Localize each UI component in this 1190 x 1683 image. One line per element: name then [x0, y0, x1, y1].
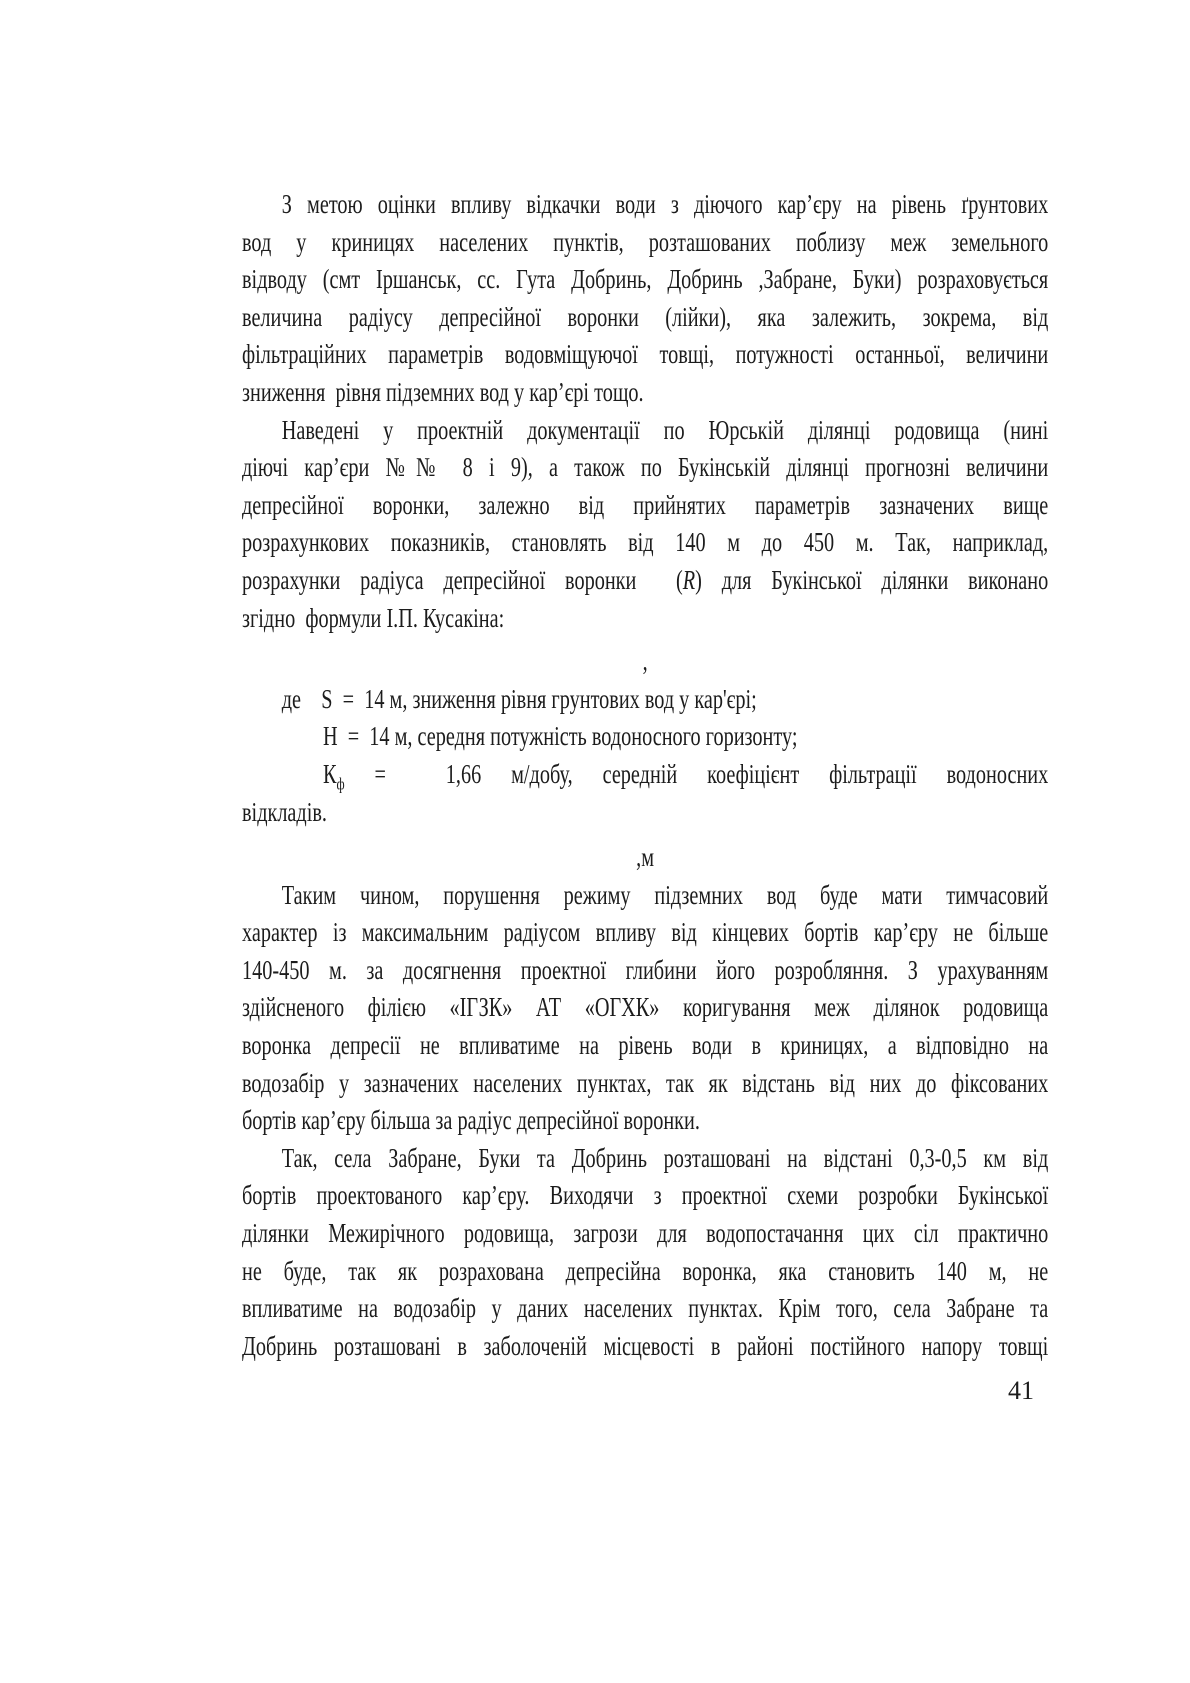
text-line: Так, села Забране, Буки та Добринь розташовані на відстані 0,3-0,5 км від	[281, 1142, 1049, 1173]
text-line: Таким чином, порушення режиму підземних вод буде мати тимчасовий	[281, 879, 1049, 910]
body-text	[242, 186, 1048, 1365]
text-line: ділянки Межирічного родовища, загрози для водопостачання цих сіл практично	[242, 1218, 1049, 1249]
text-line: зниження рівня підземних вод у кар’єрі тощо.	[242, 376, 644, 407]
text-line: впливатиме на водозабір у даних населених пунктах. Крім того, села Забране та	[242, 1293, 1049, 1324]
text-segment: = 1,66 м/добу, середній коефіцієнт фільтрації водоносних	[344, 758, 1049, 789]
formula-placeholder-m: ,м	[636, 842, 655, 873]
text-line: бортів проектованого кар’єру. Виходячи з проектної схеми розробки Букінської	[242, 1180, 1049, 1211]
definition-H: Н = 14 м, середня потужність водоносного горизонту;	[323, 721, 798, 752]
text-line-radius-formula-ref	[242, 562, 1048, 600]
text-line: вод у криницях населених пунктів, розташованих поблизу меж земельного	[242, 226, 1049, 257]
text-line: Добринь розташовані в заболоченій місцевості в районі постійного напору товщі	[242, 1330, 1049, 1361]
definition-Kf	[242, 756, 1048, 794]
definition-S: де S = 14 м, зниження рівня грунтових вод у кар'єрі;	[281, 683, 757, 714]
text-line: воронка депресії не впливатиме на рівень води в криницях, а відповідно на	[242, 1030, 1049, 1061]
formula-definitions	[242, 681, 1048, 831]
definition-continuation: відкладів.	[242, 796, 327, 827]
text-line: розрахункових показників, становлять від 140 м до 450 м. Так, наприклад,	[242, 527, 1049, 558]
formula-placeholder-comma: ,	[642, 646, 648, 677]
symbol-K: К	[323, 758, 337, 789]
text-segment: розрахунки радіуса депресійної воронки (	[242, 564, 683, 595]
text-line: здійсненого філією «ІГЗК» АТ «ОГХК» коригування меж ділянок родовища	[242, 992, 1049, 1023]
text-line: величина радіусу депресійної воронки (лійки), яка залежить, зокрема, від	[242, 301, 1049, 332]
text-line: депресійної воронки, залежно від прийнятих параметрів зазначених вище	[242, 489, 1049, 520]
text-line: Наведені у проектній документації по Юрській ділянці родовища (нині	[281, 414, 1049, 445]
text-line: не буде, так як розрахована депресійна воронка, яка становить 140 м, не	[242, 1255, 1049, 1286]
text-line: бортів кар’єру більша за радіус депресійної воронки.	[242, 1105, 700, 1136]
paragraph-project-docs	[242, 412, 1048, 638]
subscript-f: ф	[336, 774, 345, 794]
page-number: 41	[1008, 1376, 1034, 1405]
text-line: 140-450 м. за досягнення проектної глибини його розробляння. З урахуванням	[242, 954, 1049, 985]
text-line: фільтраційних параметрів водовміщуючої товщі, потужності останньої, величини	[242, 339, 1049, 370]
text-line: характер із максимальним радіусом впливу від кінцевих бортів кар’єру не більше	[242, 917, 1049, 948]
text-line: згідно формули І.П. Кусакіна:	[242, 602, 505, 633]
text-segment: ) для Букінської ділянки виконано	[695, 564, 1049, 595]
variable-R: R	[682, 564, 696, 595]
text-line: З метою оцінки впливу відкачки води з діючого кар’єру на рівень ґрунтових	[281, 189, 1049, 219]
paragraph-conclusion	[242, 877, 1048, 1140]
text-line: діючі кар’єри №№ 8 і 9), а також по Букінській ділянці прогнозні величини	[242, 452, 1049, 483]
text-line: водозабір у зазначених населених пунктах, так як відстань від них до фіксованих	[242, 1067, 1049, 1098]
text-line: відводу (смт Іршанськ, сс. Гута Добринь, Добринь ,Забране, Буки) розраховується	[242, 264, 1049, 295]
paragraph-purpose	[242, 186, 1048, 412]
paragraph-villages	[242, 1140, 1048, 1366]
